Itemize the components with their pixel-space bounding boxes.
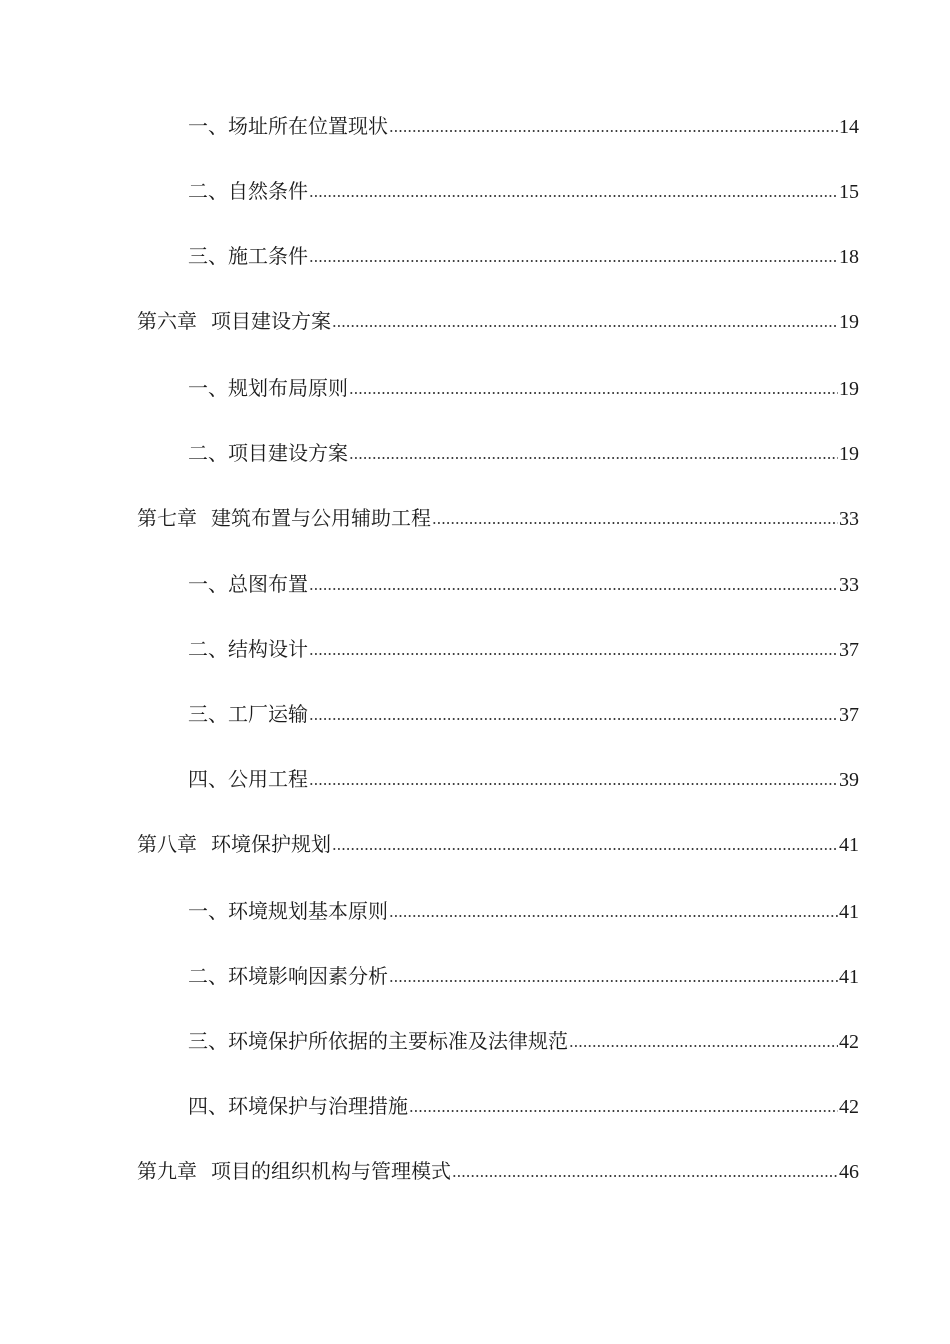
toc-entry[interactable] <box>188 241 859 271</box>
toc-page-number: 41 <box>839 901 859 923</box>
toc-entry[interactable] <box>188 764 859 794</box>
toc-page-number: 33 <box>839 574 859 596</box>
toc-entry[interactable] <box>188 111 859 141</box>
toc-entry-title: 项目建设方案 <box>211 309 331 333</box>
toc-entry-title: 项目的组织机构与管理模式 <box>211 1159 451 1183</box>
toc-chapter-entry[interactable] <box>137 829 859 859</box>
toc-page-number: 14 <box>839 116 859 138</box>
toc-dot-leader <box>309 587 838 591</box>
toc-entry-title: 三、工厂运输 <box>188 702 308 726</box>
toc-dot-leader <box>432 521 838 525</box>
toc-dot-leader <box>389 979 838 983</box>
toc-entry[interactable] <box>188 176 859 206</box>
toc-page-number: 19 <box>839 378 859 400</box>
toc-dot-leader <box>309 717 838 721</box>
toc-dot-leader <box>309 194 838 198</box>
toc-dot-leader <box>309 259 838 263</box>
toc-dot-leader <box>409 1109 838 1113</box>
toc-entry-title: 二、结构设计 <box>188 637 308 661</box>
toc-page-number: 41 <box>839 834 859 856</box>
toc-entry-title: 四、环境保护与治理措施 <box>188 1094 408 1118</box>
toc-chapter-entry[interactable] <box>137 503 859 533</box>
toc-entry-title: 一、环境规划基本原则 <box>188 899 388 923</box>
toc-entry-title: 一、总图布置 <box>188 572 308 596</box>
toc-dot-leader <box>309 782 838 786</box>
toc-dot-leader <box>332 324 838 328</box>
toc-dot-leader <box>452 1174 838 1178</box>
toc-entry-title: 四、公用工程 <box>188 767 308 791</box>
toc-entry-title: 一、规划布局原则 <box>188 376 348 400</box>
toc-entry[interactable] <box>188 1091 859 1121</box>
toc-dot-leader <box>389 914 838 918</box>
toc-dot-leader <box>309 652 838 656</box>
toc-chapter-label: 第六章 <box>137 309 197 333</box>
toc-entry-title: 二、环境影响因素分析 <box>188 964 388 988</box>
toc-entry[interactable] <box>188 1026 859 1056</box>
toc-page-number: 33 <box>839 508 859 530</box>
toc-page-number: 19 <box>839 443 859 465</box>
toc-dot-leader <box>389 129 838 133</box>
toc-entry-title: 建筑布置与公用辅助工程 <box>211 506 431 530</box>
toc-entry-title: 三、环境保护所依据的主要标准及法律规范 <box>188 1029 568 1053</box>
toc-chapter-label: 第七章 <box>137 506 197 530</box>
toc-dot-leader <box>349 456 838 460</box>
toc-chapter-entry[interactable] <box>137 306 859 336</box>
toc-page-number: 39 <box>839 769 859 791</box>
toc-entry[interactable] <box>188 961 859 991</box>
toc-page-number: 15 <box>839 181 859 203</box>
toc-page-number: 37 <box>839 704 859 726</box>
toc-entry-title: 一、场址所在位置现状 <box>188 114 388 138</box>
toc-entry[interactable] <box>188 896 859 926</box>
toc-entry[interactable] <box>188 634 859 664</box>
toc-entry-title: 二、项目建设方案 <box>188 441 348 465</box>
toc-page-number: 42 <box>839 1031 859 1053</box>
toc-chapter-label: 第八章 <box>137 832 197 856</box>
toc-entry-title: 环境保护规划 <box>211 832 331 856</box>
toc-page-number: 19 <box>839 311 859 333</box>
toc-entry-title: 三、施工条件 <box>188 244 308 268</box>
toc-entry-title: 二、自然条件 <box>188 179 308 203</box>
toc-entry[interactable] <box>188 569 859 599</box>
toc-page-number: 37 <box>839 639 859 661</box>
toc-dot-leader <box>349 391 838 395</box>
toc-page-number: 42 <box>839 1096 859 1118</box>
toc-chapter-label: 第九章 <box>137 1159 197 1183</box>
toc-page-number: 46 <box>839 1161 859 1183</box>
toc-dot-leader <box>569 1044 838 1048</box>
toc-page-number: 18 <box>839 246 859 268</box>
toc-chapter-entry[interactable] <box>137 1156 859 1186</box>
toc-entry[interactable] <box>188 373 859 403</box>
toc-page-number: 41 <box>839 966 859 988</box>
toc-entry[interactable] <box>188 699 859 729</box>
toc-entry[interactable] <box>188 438 859 468</box>
toc-dot-leader <box>332 847 838 851</box>
